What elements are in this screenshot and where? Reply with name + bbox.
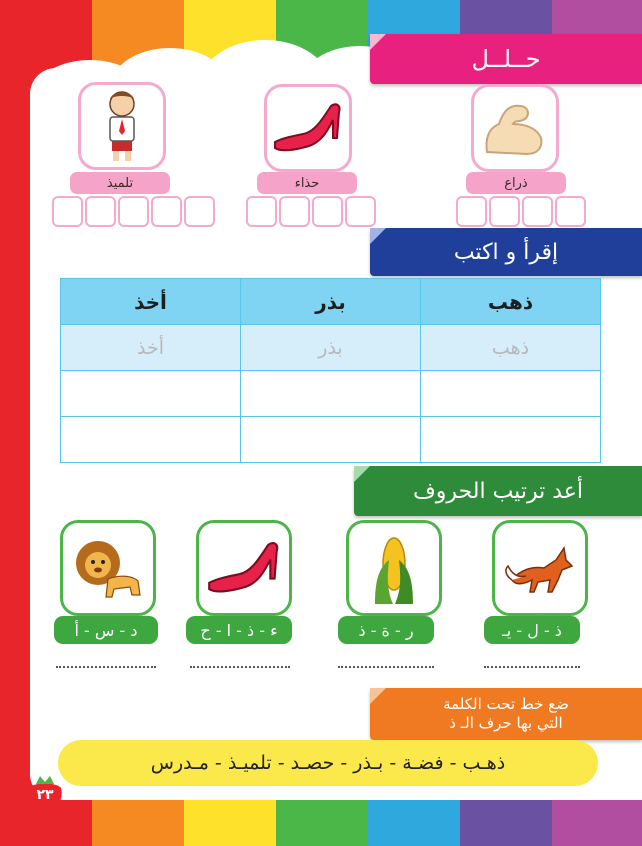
fox-letters xyxy=(484,616,580,644)
instruction-line-1: ضع خط تحت الكلمة xyxy=(443,695,569,713)
analyze-banner xyxy=(370,34,642,84)
schoolboy-label xyxy=(70,172,170,194)
corn-icon xyxy=(369,530,419,606)
trace-cell[interactable]: ذهب xyxy=(421,325,601,371)
table-header-row xyxy=(61,279,601,325)
read-write-title: إقرأ و اكتب xyxy=(453,239,559,265)
reorder-banner xyxy=(354,466,642,516)
shoe-card-2 xyxy=(196,520,292,616)
lion-letters xyxy=(54,616,158,644)
letter-box[interactable] xyxy=(456,196,487,227)
fox-letters-text: ذ - ل - يـ xyxy=(502,620,562,640)
shoe-card xyxy=(264,84,352,172)
read-write-table xyxy=(60,278,601,463)
writing-cell[interactable] xyxy=(241,417,421,463)
table-header-cell: أخذ xyxy=(61,279,241,325)
writing-cell[interactable] xyxy=(241,371,421,417)
banner-fold xyxy=(370,34,386,50)
answer-line[interactable] xyxy=(338,666,434,668)
letter-box[interactable] xyxy=(151,196,182,227)
trace-row xyxy=(61,325,601,371)
writing-cell[interactable] xyxy=(61,371,241,417)
letter-box[interactable] xyxy=(246,196,277,227)
letter-box[interactable] xyxy=(52,196,83,227)
schoolboy-word: تلميذ xyxy=(106,175,134,191)
shoe-letters-text: ء - ذ - ا - ح xyxy=(200,620,278,640)
arm-muscle-icon xyxy=(479,98,551,158)
schoolboy-card xyxy=(78,82,166,170)
left-red-bar xyxy=(0,0,30,846)
high-heel-shoe-icon xyxy=(205,536,283,600)
writing-cell[interactable] xyxy=(61,417,241,463)
instruction-line-2: التي بها حرف الـ ذ xyxy=(449,714,563,732)
banner-fold xyxy=(354,466,370,482)
letter-box[interactable] xyxy=(184,196,215,227)
shoe-label xyxy=(257,172,357,194)
shoe-word: حذاء xyxy=(294,175,320,191)
writing-cell[interactable] xyxy=(421,417,601,463)
schoolboy-icon xyxy=(97,87,147,165)
letter-box[interactable] xyxy=(279,196,310,227)
table-header-cell: ذهب xyxy=(421,279,601,325)
letter-box[interactable] xyxy=(312,196,343,227)
letter-box[interactable] xyxy=(118,196,149,227)
letter-box[interactable] xyxy=(345,196,376,227)
writing-row xyxy=(61,371,601,417)
letter-box[interactable] xyxy=(522,196,553,227)
corn-letters xyxy=(338,616,434,644)
read-write-banner xyxy=(370,228,642,276)
arm-word: ذراع xyxy=(504,175,528,191)
banner-fold xyxy=(370,228,386,244)
letter-box[interactable] xyxy=(489,196,520,227)
underline-banner xyxy=(370,688,642,740)
banner-fold xyxy=(370,688,386,704)
writing-cell[interactable] xyxy=(421,371,601,417)
page-number-badge xyxy=(24,774,66,816)
writing-row xyxy=(61,417,601,463)
letter-box[interactable] xyxy=(85,196,116,227)
lion-letters-text: د - س - أ xyxy=(74,620,138,640)
lion-card xyxy=(60,520,156,616)
arm-card xyxy=(471,84,559,172)
shoe-letters xyxy=(186,616,292,644)
reorder-title: أعد ترتيب الحروف xyxy=(413,478,583,504)
high-heel-shoe-icon xyxy=(271,98,345,158)
word-list-bar xyxy=(58,740,598,786)
corn-letters-text: ر - ة - ذ xyxy=(358,620,414,640)
answer-line[interactable] xyxy=(56,666,156,668)
fox-icon xyxy=(502,540,578,596)
arm-label xyxy=(466,172,566,194)
page-number: ٢٣ xyxy=(36,787,54,803)
lion-icon xyxy=(68,535,148,601)
letter-box[interactable] xyxy=(555,196,586,227)
table-header-cell: بذر xyxy=(241,279,421,325)
corn-card xyxy=(346,520,442,616)
answer-line[interactable] xyxy=(484,666,580,668)
answer-line[interactable] xyxy=(190,666,290,668)
analyze-title: حــلــل xyxy=(471,45,541,73)
word-list[interactable]: ذهـب - فضـة - بـذر - حصـد - تلميـذ - مـدرس xyxy=(150,752,506,774)
fox-card xyxy=(492,520,588,616)
trace-cell[interactable]: بذر xyxy=(241,325,421,371)
trace-cell[interactable]: أخذ xyxy=(61,325,241,371)
